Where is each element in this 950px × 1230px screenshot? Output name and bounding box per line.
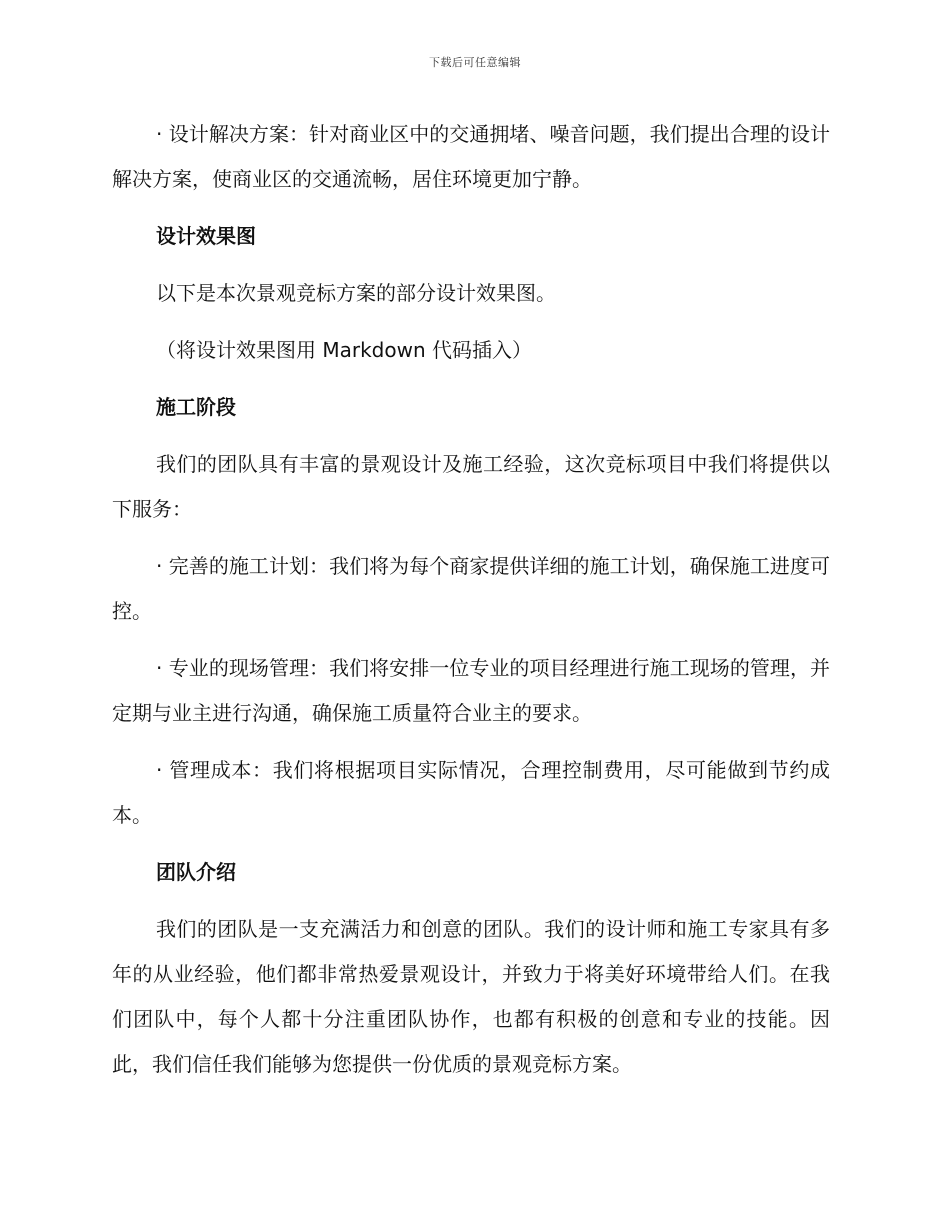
- construction-intro: 我们的团队具有丰富的景观设计及施工经验，这次竞标项目中我们将提供以下服务：: [112, 452, 830, 521]
- bullet-site-management: · 专业的现场管理：我们将安排一位专业的项目经理进行施工现场的管理，并定期与业主进行沟通，确保施工质量符合业主的要求。: [112, 656, 830, 725]
- page-header-note: 下载后可任意编辑: [429, 56, 521, 69]
- section-heading-construction: 施工阶段: [156, 395, 236, 419]
- renderings-intro: 以下是本次景观竞标方案的部分设计效果图。: [156, 281, 556, 305]
- bullet-cost-management: · 管理成本：我们将根据项目实际情况，合理控制费用，尽可能做到节约成本。: [112, 758, 830, 827]
- section-heading-renderings: 设计效果图: [156, 224, 256, 248]
- bullet-design-solution: · 设计解决方案：针对商业区中的交通拥堵、噪音问题，我们提出合理的设计解决方案，使商业区的交通流畅，居住环境更加宁静。: [112, 122, 830, 191]
- document-body: [112, 112, 830, 1099]
- renderings-placeholder: （将设计效果图用 Markdown 代码插入）: [156, 338, 532, 362]
- bullet-construction-plan: · 完善的施工计划：我们将为每个商家提供详细的施工计划，确保施工进度可控。: [112, 554, 830, 623]
- section-heading-team: 团队介绍: [156, 860, 236, 884]
- team-description: 我们的团队是一支充满活力和创意的团队。我们的设计师和施工专家具有多年的从业经验，他们都非常热爱景观设计，并致力于将美好环境带给人们。在我们团队中，每个人都十分注重团队协作，也都有积极的创意和专业的技能。因此，我们信任我们能够为您提供一份优质的景观竞标方案。: [112, 917, 830, 1076]
